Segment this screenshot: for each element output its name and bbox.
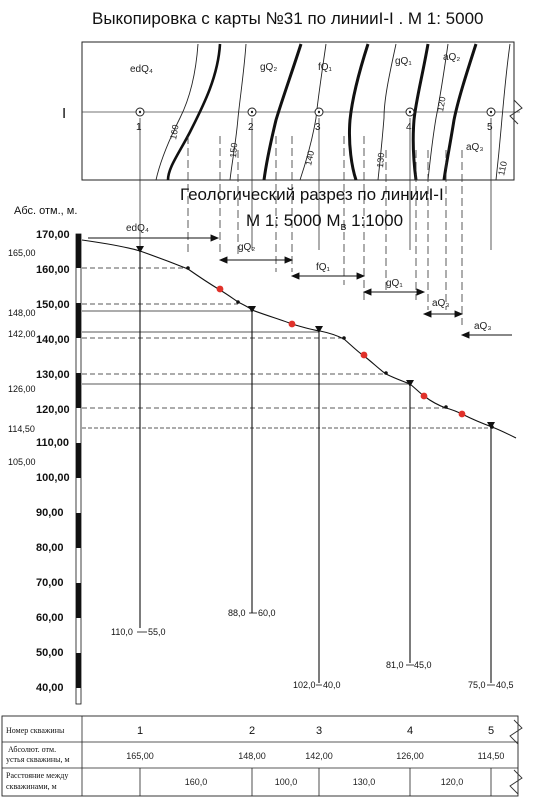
contour-label-120: 120: [435, 95, 448, 113]
map-unit-aq2: aQ₂: [443, 52, 461, 63]
section-unit-gq1: gQ₁: [386, 278, 403, 289]
table-number-4: 4: [406, 725, 414, 737]
row-label-distance-line2: скважинами, м: [6, 782, 57, 791]
level-148: 148,00: [8, 308, 36, 318]
table-number-2: 2: [248, 725, 256, 737]
y-tick-170: 170,00: [36, 229, 70, 241]
y-tick-labels: [36, 229, 70, 694]
section-unit-fq1: fQ₁: [316, 262, 330, 273]
svg-text:81,0: 81,0: [386, 660, 404, 670]
svg-text:55,0: 55,0: [148, 627, 166, 637]
map-unit-aq3: aQ₃: [466, 142, 484, 153]
boundary-point-2: [289, 321, 296, 328]
contour-points: [186, 266, 494, 429]
table-distance-2-3: 100,0: [274, 777, 298, 787]
interval-gq1: [364, 289, 424, 295]
section-title: Геологический разрез по линииI-I: [180, 185, 444, 204]
contour-label-150: 150: [228, 142, 240, 159]
svg-text:60,0: 60,0: [258, 608, 276, 618]
table-elevation-4: 126,00: [396, 751, 424, 761]
svg-text:5: 5: [487, 122, 493, 133]
boundary-point-4: [421, 393, 428, 400]
map-unit-edq4: edQ₄: [130, 64, 153, 75]
svg-text:40,0: 40,0: [323, 680, 341, 690]
well-depth-3: [293, 680, 341, 690]
row-label-number: Номер скважины: [6, 726, 65, 735]
table-row-labels: [6, 726, 70, 791]
table-elevation-2: 148,00: [238, 751, 266, 761]
map-title: Выкопировка с карты №31 по линииI-I . М 1: 5000: [92, 9, 484, 28]
y-tick-90: 90,00: [36, 507, 64, 519]
table-elevation-1: 165,00: [126, 751, 154, 761]
y-tick-110: 110,00: [36, 437, 70, 449]
svg-text:45,0: 45,0: [414, 660, 432, 670]
svg-text:1: 1: [136, 122, 142, 133]
level-142: 142,00: [8, 329, 36, 339]
svg-text:102,0: 102,0: [293, 680, 316, 690]
horizontal-reference-lines: [82, 268, 491, 428]
table-number-5: 5: [487, 725, 495, 737]
boundary-point-3: [361, 352, 368, 359]
boundary-projection-lines: [188, 136, 462, 325]
contour-label-110: 110: [496, 160, 509, 177]
svg-text:88,0: 88,0: [228, 608, 246, 618]
table-distance-3-4: 130,0: [352, 777, 376, 787]
level-114-5: 114,50: [8, 424, 35, 434]
y-tick-70: 70,00: [36, 577, 64, 589]
section-unit-edq4: edQ₄: [126, 223, 149, 234]
row-label-elevation-line2: устья скважины, м: [6, 755, 70, 764]
level-165: 165,00: [8, 248, 36, 258]
section-line-label: I: [62, 105, 67, 122]
boundary-point-1: [217, 286, 224, 293]
map-excerpt: [62, 9, 522, 325]
well-depth-1: [111, 627, 166, 637]
contour-label-130: 130: [375, 152, 387, 169]
interval-edq4: [88, 235, 218, 241]
y-tick-150: 150,00: [36, 299, 70, 311]
table-distances: [185, 777, 464, 787]
table-elevation-3: 142,00: [305, 751, 333, 761]
well-head-2: [248, 306, 256, 313]
table-elevations: [126, 751, 504, 761]
svg-text:2: 2: [248, 122, 254, 133]
table-well-numbers: [137, 725, 494, 737]
interval-fq1: [292, 273, 364, 279]
well-data-table: [2, 716, 522, 796]
row-label-distance-line1: Расстояние между: [6, 771, 69, 780]
well-heads: [136, 246, 495, 429]
svg-text:3: 3: [315, 122, 321, 133]
contour-label-140: 140: [303, 149, 317, 167]
y-tick-140: 140,00: [36, 334, 70, 346]
table-number-3: 3: [315, 725, 323, 737]
y-tick-40: 40,00: [36, 682, 64, 694]
well-depth-4: [386, 660, 432, 670]
table-distance-1-2: 160,0: [184, 777, 208, 787]
level-105: 105,00: [8, 457, 36, 467]
unit-intervals: [88, 235, 512, 338]
boundary-point-5: [459, 411, 466, 418]
y-tick-60: 60,00: [36, 612, 64, 624]
table-elevation-5: 114,50: [477, 751, 505, 761]
y-tick-120: 120,00: [36, 404, 70, 416]
svg-text:40,5: 40,5: [496, 680, 514, 690]
map-unit-fq1: fQ₁: [318, 62, 332, 73]
y-tick-160: 160,00: [36, 264, 70, 276]
svg-text:110,0: 110,0: [111, 627, 133, 637]
section-scale: М 1: 5000 $М_в$ 1:1000: [246, 211, 404, 233]
cross-section: [8, 185, 516, 704]
elevation-axis-label: Абс. отм., м.: [14, 205, 78, 217]
section-unit-gq2: gQ₂: [238, 242, 256, 253]
y-tick-50: 50,00: [36, 647, 64, 659]
level-126: 126,00: [8, 384, 36, 394]
map-unit-gq1: gQ₁: [395, 56, 412, 67]
svg-text:75,0: 75,0: [468, 680, 486, 690]
table-number-1: 1: [136, 725, 144, 737]
well-depth-labels: [111, 608, 514, 690]
contour-label-160: 160: [168, 123, 181, 141]
interval-gq2: [220, 257, 292, 263]
scale-bar: [76, 234, 81, 704]
projection-lines: [140, 118, 491, 250]
boundary-points: [217, 286, 466, 418]
interval-aq3-b: [462, 332, 512, 338]
y-tick-80: 80,00: [36, 542, 64, 554]
row-label-elevation-line1: Абсолют. отм.: [8, 745, 57, 754]
map-unit-gq2: gQ₂: [260, 62, 278, 73]
table-distance-4-5: 120,0: [440, 777, 464, 787]
level-labels: [8, 248, 36, 467]
well-columns: [140, 251, 491, 683]
y-tick-130: 130,00: [36, 369, 70, 381]
section-unit-aq3-b: aQ₃: [474, 321, 492, 332]
section-unit-aq3-a: aQ₃: [432, 298, 450, 309]
svg-text:4: 4: [406, 122, 412, 133]
section-unit-labels: [126, 223, 491, 332]
y-tick-100: 100,00: [36, 472, 70, 484]
interval-aq3-a: [424, 311, 462, 317]
